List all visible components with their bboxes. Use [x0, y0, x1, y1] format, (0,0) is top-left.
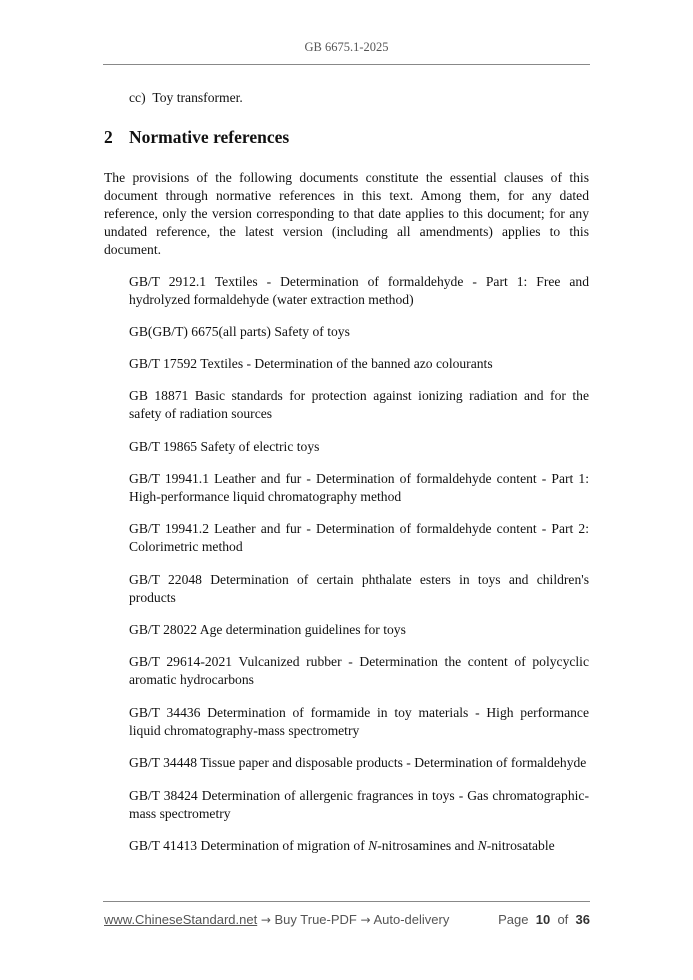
section-heading [104, 127, 289, 148]
reference-title: Determination of allergenic fragrances in toys - Gas chromatographic-mass spectrometry [129, 787, 589, 821]
reference-code: GB/T 19865 [129, 438, 198, 454]
reference-code: GB 18871 [129, 388, 189, 403]
buy-true-pdf-link[interactable]: Buy True-PDF [274, 912, 357, 927]
reference-item [129, 704, 589, 740]
reference-title-italic: N [477, 838, 487, 853]
document-id: GB 6675.1-2025 [304, 40, 389, 54]
header-divider [103, 64, 590, 65]
page-total: 36 [575, 912, 590, 927]
footer-divider [103, 901, 590, 902]
reference-title: Basic standards for protection against ionizing radiation and for the safety of radiation sources [129, 388, 589, 421]
normative-references-list [129, 273, 589, 870]
section-number: 2 [104, 127, 113, 147]
reference-code: GB/T 34436 [129, 704, 201, 720]
reference-title-part: -nitrosamines and [377, 838, 478, 853]
reference-code: GB/T 19941.2 [129, 521, 210, 536]
site-link[interactable]: www.ChineseStandard.net [104, 912, 258, 927]
reference-title [201, 838, 555, 853]
reference-title: Safety of toys [274, 324, 350, 339]
reference-code: GB/T 28022 [129, 622, 198, 637]
reference-item [129, 754, 589, 772]
reference-item [129, 273, 589, 309]
reference-item [129, 387, 589, 423]
reference-code: GB/T 19941.1 [129, 470, 210, 486]
reference-item [129, 787, 589, 823]
auto-delivery-label: Auto-delivery [373, 912, 450, 927]
page-header [0, 40, 693, 55]
reference-item [129, 621, 589, 639]
reference-title-part: -nitrosatable [486, 838, 555, 853]
reference-code: GB/T 2912.1 [129, 274, 207, 289]
right-arrow-icon: → [360, 913, 371, 927]
reference-title: Determination of formamide in toy materials - High performance liquid chromatography-mass spectrometry [129, 704, 589, 738]
reference-code: GB(GB/T) 6675(all parts) [129, 324, 271, 339]
reference-code: GB/T 41413 [129, 838, 198, 853]
section-title: Normative references [129, 127, 290, 147]
reference-title: Safety of electric toys [200, 438, 320, 454]
of-label: of [557, 912, 569, 927]
reference-item [129, 571, 589, 607]
reference-title: Age determination guidelines for toys [199, 622, 406, 637]
reference-item [129, 520, 589, 556]
reference-code: GB/T 29614-2021 [129, 654, 233, 669]
reference-title: Tissue paper and disposable products - Determination of formaldehyde [200, 755, 587, 770]
reference-code: GB/T 17592 [129, 356, 198, 371]
reference-item [129, 355, 589, 373]
reference-title: Leather and fur - Determination of formaldehyde content - Part 2: Colorimetric method [129, 521, 590, 554]
reference-code: GB/T 22048 [129, 571, 202, 587]
reference-title-italic: N [368, 838, 378, 853]
reference-item [129, 323, 589, 341]
reference-title: Textiles - Determination of the banned azo colourants [200, 356, 493, 371]
page-indicator [498, 912, 590, 927]
footer-links [104, 912, 449, 927]
right-arrow-icon: → [260, 913, 271, 927]
reference-title: Leather and fur - Determination of formaldehyde content - Part 1: High-performance liquid chromatography method [129, 470, 590, 504]
page-label: Page [498, 912, 529, 927]
reference-code: GB/T 38424 [129, 787, 198, 803]
reference-title: Vulcanized rubber - Determination the content of polycyclic aromatic hydrocarbons [129, 654, 589, 687]
reference-title: Determination of certain phthalate esters in toys and children's products [129, 571, 590, 605]
reference-item [129, 470, 589, 506]
reference-item [129, 837, 589, 855]
reference-code: GB/T 34448 [129, 755, 198, 770]
list-item-cc: cc) Toy transformer. [129, 90, 243, 105]
reference-item [129, 653, 589, 689]
reference-title-part: Determination of migration of [200, 838, 369, 853]
page-number: 10 [535, 912, 551, 927]
reference-title: Textiles - Determination of formaldehyde - Part 1: Free and hydrolyzed formaldehyde (water extraction method) [129, 274, 590, 307]
reference-item [129, 438, 589, 456]
section-intro: The provisions of the following documents constitute the essential clauses of this document through normative references in this text. Among them, for any dated reference, only the version corresponding to that date applies to this document; for any undated reference, the latest version (including all amendments) applies to this document. [104, 170, 589, 257]
